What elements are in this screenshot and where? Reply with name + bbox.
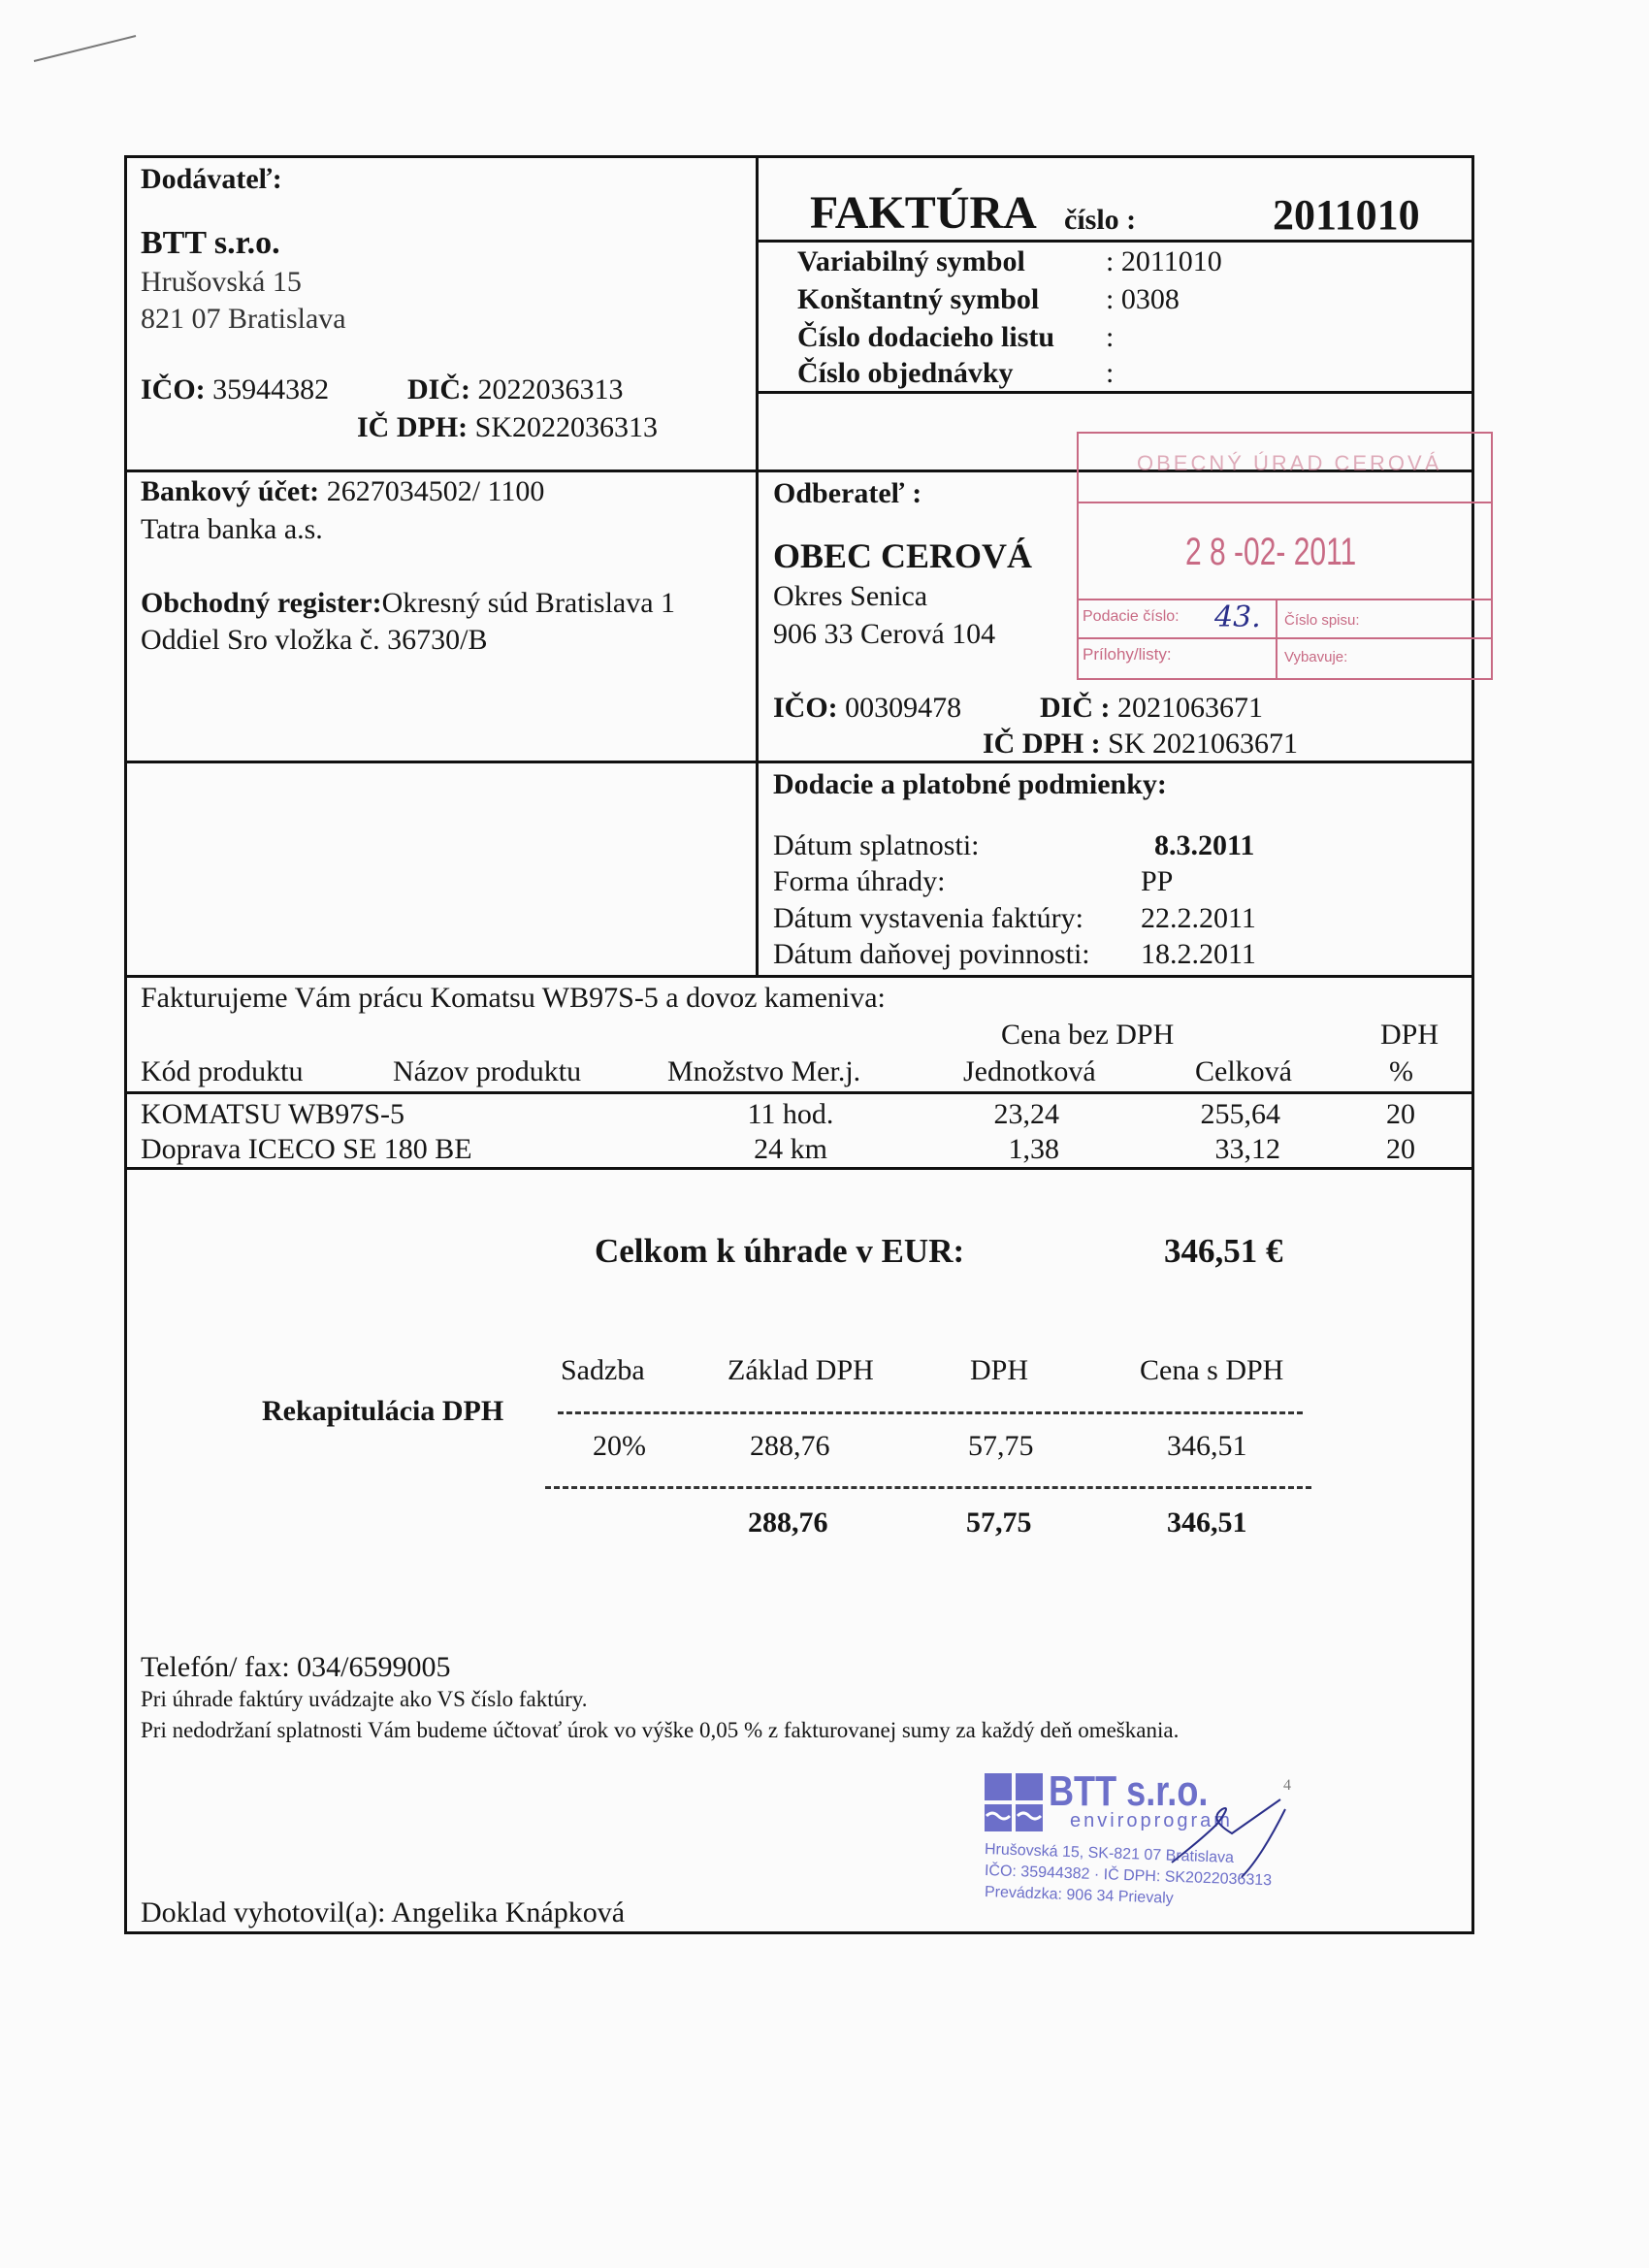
bank-name: Tatra banka a.s. — [141, 513, 323, 545]
recap-dash-2 — [545, 1486, 1311, 1489]
order-number-value: : — [1106, 357, 1115, 389]
recap-sum-gross: 346,51 — [1167, 1507, 1247, 1539]
col-name: Názov produktu — [393, 1055, 582, 1087]
vat-header: DPH — [1380, 1019, 1439, 1051]
invoice-title-rule — [756, 240, 1473, 243]
recap-dash-1 — [558, 1411, 1303, 1414]
col-code: Kód produktu — [141, 1055, 304, 1087]
recap-gross-header: Cena s DPH — [1140, 1354, 1284, 1386]
stamp-date: 2 8 -02- 2011 — [1185, 531, 1357, 573]
section-rule-2 — [124, 761, 1474, 763]
stamp-ids: IČO: 35944382 · IČ DPH: SK2022036313 — [984, 1863, 1273, 1890]
supplier-ico: IČO: 35944382 — [141, 373, 330, 405]
col-qty: Množstvo Mer.j. — [667, 1055, 861, 1087]
recap-sum-base: 288,76 — [748, 1507, 828, 1539]
recap-label: Rekapitulácia DPH — [262, 1395, 504, 1427]
stamp-podacie-value: 43. — [1214, 600, 1261, 634]
customer-dic: DIČ : 2021063671 — [1040, 692, 1263, 724]
item-qty: 24 km — [754, 1133, 827, 1165]
recap-vat-header: DPH — [970, 1354, 1029, 1386]
item-name: KOMATSU WB97S-5 — [141, 1098, 404, 1130]
recap-base: 288,76 — [750, 1430, 830, 1462]
btt-logo-icon — [985, 1773, 1045, 1831]
invoice-title: FAKTÚRA — [810, 187, 1037, 239]
item-vat: 20 — [1386, 1133, 1415, 1165]
supplier-icdph: IČ DPH: SK2022036313 — [357, 411, 659, 443]
issue-date-label: Dátum vystavenia faktúry: — [773, 902, 1083, 934]
business-register-line2: Oddiel Sro vložka č. 36730/B — [141, 624, 488, 656]
bank-account: Bankový účet: 2627034502/ 1100 — [141, 475, 545, 507]
invoice-box-bottom — [756, 391, 1473, 394]
payment-form-value: PP — [1141, 865, 1174, 897]
section-rule-3 — [124, 975, 1474, 978]
customer-district: Okres Senica — [773, 580, 928, 612]
col-unit-price: Jednotková — [963, 1055, 1096, 1087]
variable-symbol-value: : 2011010 — [1106, 245, 1222, 277]
recap-gross: 346,51 — [1167, 1430, 1247, 1462]
item-qty: 11 hod. — [747, 1098, 834, 1130]
received-stamp — [1077, 432, 1493, 680]
order-number-label: Číslo objednávky — [797, 357, 1014, 389]
customer-heading: Odberateľ : — [773, 477, 922, 509]
stamp-operation: Prevádzka: 906 34 Prievaly — [984, 1884, 1174, 1907]
frame-bottom — [124, 1931, 1474, 1934]
constant-symbol-label: Konštantný symbol — [797, 283, 1040, 315]
payment-form-label: Forma úhrady: — [773, 865, 946, 897]
recap-sum-vat: 57,75 — [966, 1507, 1032, 1539]
stamp-address: Hrušovská 15, SK-821 07 Bratislava — [984, 1841, 1235, 1866]
signature-mark: 4 — [1283, 1777, 1291, 1794]
recap-base-header: Základ DPH — [728, 1354, 874, 1386]
stamp-office: OBECNÝ ÚRAD CEROVÁ — [1137, 451, 1442, 475]
due-date-label: Dátum splatnosti: — [773, 829, 980, 861]
business-register: Obchodný register:Okresný súd Bratislava 1 — [141, 587, 676, 619]
recap-rate-header: Sadzba — [561, 1354, 645, 1386]
stamp-podacie-label: Podacie číslo: — [1083, 608, 1180, 625]
invoice-number: 2011010 — [1273, 191, 1420, 239]
stamp-sub: enviroprogram — [1070, 1810, 1233, 1831]
item-name: Doprava ICECO SE 180 BE — [141, 1133, 472, 1165]
frame-right — [1471, 155, 1474, 1934]
customer-ico: IČO: 00309478 — [773, 692, 962, 724]
tax-date-value: 18.2.2011 — [1141, 938, 1256, 970]
column-divider — [756, 155, 759, 975]
price-header: Cena bez DPH — [1001, 1019, 1175, 1051]
payment-note: Pri úhrade faktúry uvádzajte ako VS číslo faktúry. — [141, 1687, 588, 1711]
items-header-rule — [124, 1091, 1474, 1094]
phone: Telefón/ fax: 034/6599005 — [141, 1651, 451, 1683]
supplier-street: Hrušovská 15 — [141, 266, 302, 298]
item-unit-price: 1,38 — [1008, 1133, 1059, 1165]
total-value: 346,51 € — [1164, 1232, 1283, 1270]
stamp-brand: BTT s.r.o. — [1049, 1767, 1209, 1815]
invoice-number-label: číslo : — [1064, 204, 1137, 236]
item-vat: 20 — [1386, 1098, 1415, 1130]
variable-symbol-label: Variabilný symbol — [797, 245, 1025, 277]
delivery-note-label: Číslo dodacieho listu — [797, 321, 1055, 353]
recap-vat: 57,75 — [968, 1430, 1034, 1462]
late-payment-note: Pri nedodržaní splatnosti Vám budeme účtovať úrok vo výške 0,05 % z fakturovanej sumy za každý deň omeškania. — [141, 1718, 1180, 1742]
col-vat-pct: % — [1389, 1055, 1413, 1087]
items-intro: Fakturujeme Vám prácu Komatsu WB97S-5 a dovoz kameniva: — [141, 982, 886, 1014]
item-total: 33,12 — [1214, 1133, 1280, 1165]
supplier-city: 821 07 Bratislava — [141, 303, 346, 335]
items-bottom-rule — [124, 1167, 1474, 1170]
supplier-name: BTT s.r.o. — [141, 225, 280, 261]
col-total: Celková — [1195, 1055, 1292, 1087]
recap-rate: 20% — [593, 1430, 646, 1462]
stamp-spis-label: Číslo spisu: — [1284, 612, 1360, 629]
prepared-by: Doklad vyhotovil(a): Angelika Knápková — [141, 1896, 626, 1928]
pen-mark — [29, 24, 146, 68]
signature — [1164, 1780, 1300, 1887]
issue-date-value: 22.2.2011 — [1141, 902, 1256, 934]
tax-date-label: Dátum daňovej povinnosti: — [773, 938, 1090, 970]
customer-name: OBEC CEROVÁ — [773, 536, 1033, 575]
frame-left — [124, 155, 127, 1934]
due-date-value: 8.3.2011 — [1154, 829, 1255, 861]
frame-top — [124, 155, 1474, 158]
delivery-note-value: : — [1106, 321, 1115, 353]
supplier-heading: Dodávateľ: — [141, 163, 282, 195]
stamp-prilohy-label: Prílohy/listy: — [1083, 645, 1172, 664]
terms-heading: Dodacie a platobné podmienky: — [773, 768, 1167, 800]
total-label: Celkom k úhrade v EUR: — [595, 1232, 965, 1270]
item-total: 255,64 — [1200, 1098, 1280, 1130]
supplier-dic: DIČ: 2022036313 — [407, 373, 624, 405]
item-unit-price: 23,24 — [993, 1098, 1059, 1130]
customer-icdph: IČ DPH : SK 2021063671 — [983, 728, 1299, 760]
customer-address: 906 33 Cerová 104 — [773, 618, 996, 650]
constant-symbol-value: : 0308 — [1106, 283, 1180, 315]
stamp-vybavuje-label: Vybavuje: — [1284, 649, 1348, 665]
